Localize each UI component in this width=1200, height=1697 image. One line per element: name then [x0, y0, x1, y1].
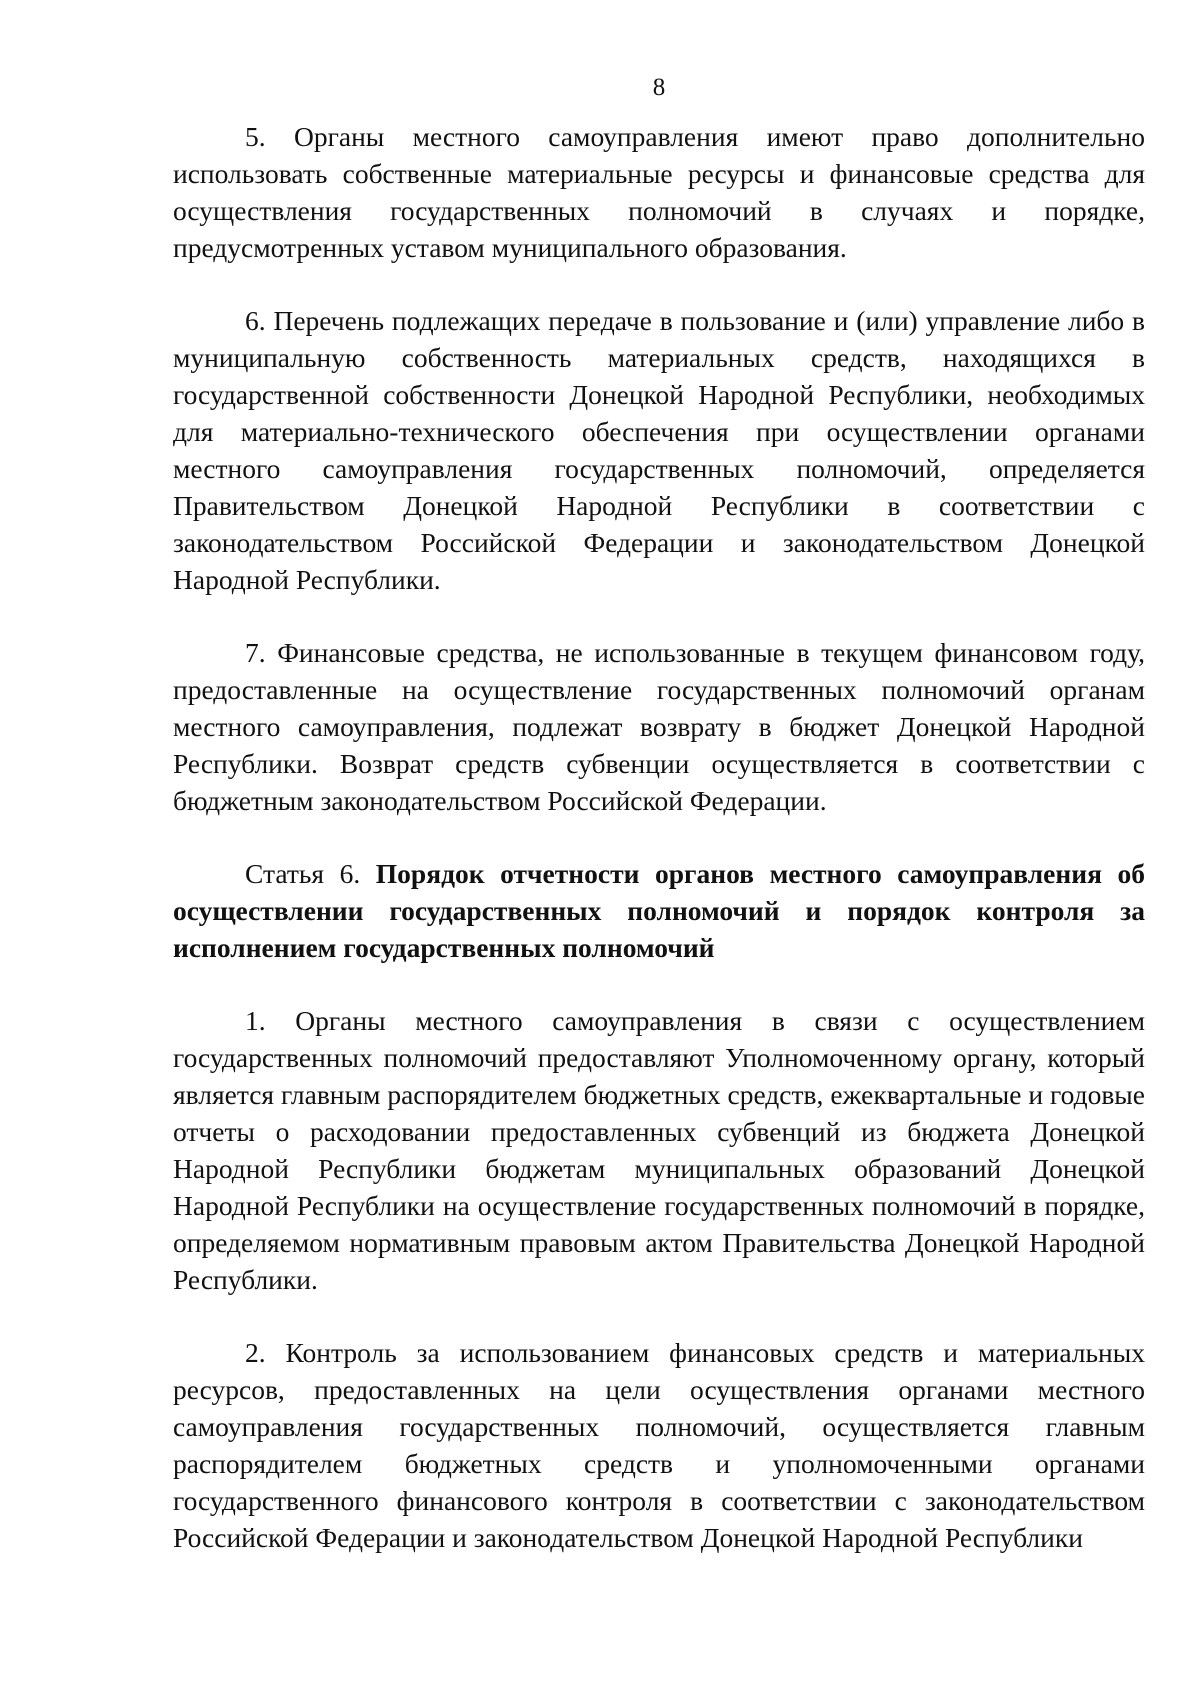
paragraph-7: 7. Финансовые средства, не использованные в текущем финансовом году, предоставленные на осуществление государственных полномочий органам местного самоуправления, подлежат возврату в бюджет Донецкой Народной Республики. Возврат средств субвенции осуществляется в соответствии с бюджетным законодательством Российской Федерации. [173, 637, 1145, 816]
paragraph-5: 5. Органы местного самоуправления имеют право дополнительно использовать собственные материальные ресурсы и финансовые средства для осуществления государственных полномочий в случаях и порядке, предусмотренных уставом муниципального образования. [173, 121, 1145, 263]
article-paragraph-2: 2. Контроль за использованием финансовых средств и материальных ресурсов, предоставленных на цели осуществления органами местного самоуправления государственных полномочий, осуществляется главным распорядителем бюджетных средств и уполномоченными органами государственного финансового контроля в соответствии с законодательством Российской Федерации и законодательством Донецкой Народной Республики [173, 1337, 1145, 1553]
page-number: 8 [652, 74, 666, 101]
document-body [173, 118, 1145, 1556]
paragraph-spacer [173, 966, 1145, 1002]
paragraph-spacer [173, 819, 1145, 855]
article-heading: Порядок отчетности органов местного самоуправления об осуществлении государственных полномочий и порядок контроля за исполнением государственных полномочий [173, 858, 1145, 963]
paragraph-spacer [173, 1298, 1145, 1334]
paragraph-6: 6. Перечень подлежащих передаче в пользование и (или) управление либо в муниципальную собственность материальных средств, находящихся в государственной собственности Донецкой Народной Республики, необходимых для материально-технического обеспечения при осуществлении органами местного самоуправления государственных полномочий, определяется Правительством Донецкой Народной Республики в соответствии с законодательством Российской Федерации и законодательством Донецкой Народной Республики. [173, 305, 1145, 595]
paragraph-spacer [173, 266, 1145, 302]
article-label: Статья 6. [245, 858, 361, 889]
article-paragraph-1: 1. Органы местного самоуправления в связи с осуществлением государственных полномочий предоставляют Уполномоченному органу, который является главным распорядителем бюджетных средств, ежеквартальные и годовые отчеты о расходовании предоставленных субвенций из бюджета Донецкой Народной Республики бюджетам муниципальных образований Донецкой Народной Республики на осуществление государственных полномочий в порядке, определяемом нормативным правовым актом Правительства Донецкой Народной Республики. [173, 1005, 1145, 1295]
article-6-header [173, 855, 1145, 966]
paragraph-spacer [173, 598, 1145, 634]
